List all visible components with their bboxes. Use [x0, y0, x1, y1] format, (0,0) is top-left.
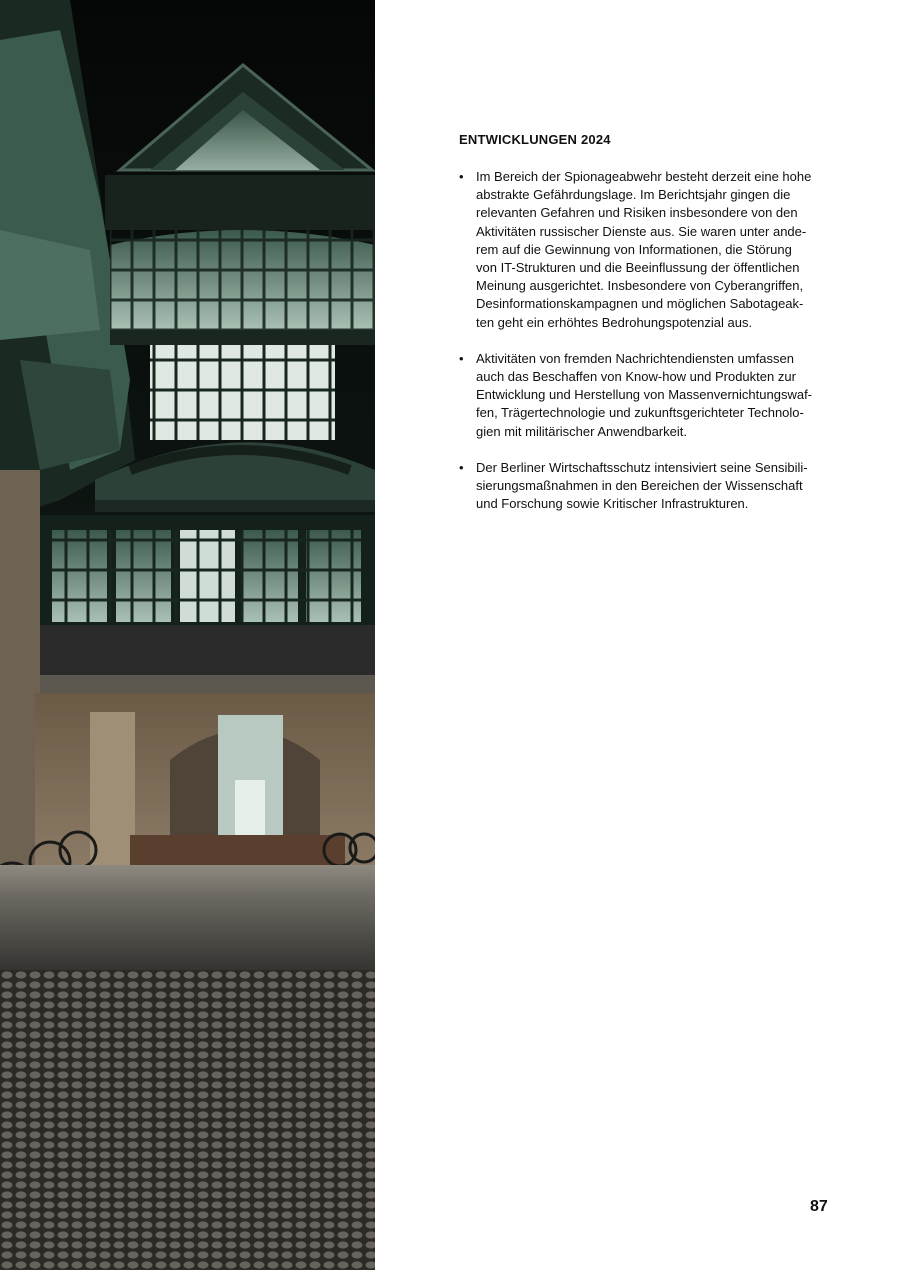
text-line: fen, Trägertechnologie und zukunftsgerichteter Technolo- — [476, 405, 804, 421]
bullet-marker: • — [459, 459, 464, 475]
bullet-list — [459, 168, 839, 531]
text-line: Aktivitäten russischer Dienste aus. Sie waren unter ande- — [476, 223, 807, 239]
list-item — [459, 168, 839, 332]
section-heading: ENTWICKLUNGEN 2024 — [459, 132, 611, 147]
list-item — [459, 350, 839, 441]
bullet-marker: • — [459, 350, 464, 366]
text-line: Aktivitäten von fremden Nachrichtendiensten umfassen — [476, 350, 794, 366]
text-line: Der Berliner Wirtschaftsschutz intensiviert seine Sensibili- — [476, 459, 808, 475]
text-line: sierungsmaßnahmen in den Bereichen der Wissenschaft — [476, 478, 803, 494]
text-line: Desinformationskampagnen und möglichen Sabotageak- — [476, 296, 804, 312]
text-line: abstrakte Gefährdungslage. Im Berichtsjahr gingen die — [476, 187, 791, 203]
text-line: Im Bereich der Spionageabwehr besteht derzeit eine hohe — [476, 169, 812, 184]
photo-illustration — [0, 0, 375, 1270]
page-number: 87 — [810, 1198, 828, 1215]
list-item — [459, 459, 839, 514]
text-line: gien mit militärischer Anwendbarkeit. — [476, 423, 687, 439]
text-line: und Forschung sowie Kritischer Infrastrukturen. — [476, 496, 749, 512]
text-line: auch das Beschaffen von Know-how und Produkten zur — [476, 369, 796, 385]
text-line: ten geht ein erhöhtes Bedrohungspotenzial aus. — [476, 314, 753, 330]
text-line: rem auf die Gewinnung von Informationen, die Störung — [476, 241, 792, 257]
bullet-marker: • — [459, 169, 464, 184]
text-line: Entwicklung und Herstellung von Massenvernichtungswaf- — [476, 387, 813, 403]
text-line: von IT-Strukturen und die Beeinflussung der öffentlichen — [476, 260, 800, 276]
text-line: Meinung ausgerichtet. Insbesondere von Cyberangriffen, — [476, 278, 804, 294]
text-line: relevanten Gefahren und Risiken insbesondere von den — [476, 205, 798, 221]
building-photo — [0, 0, 375, 1270]
